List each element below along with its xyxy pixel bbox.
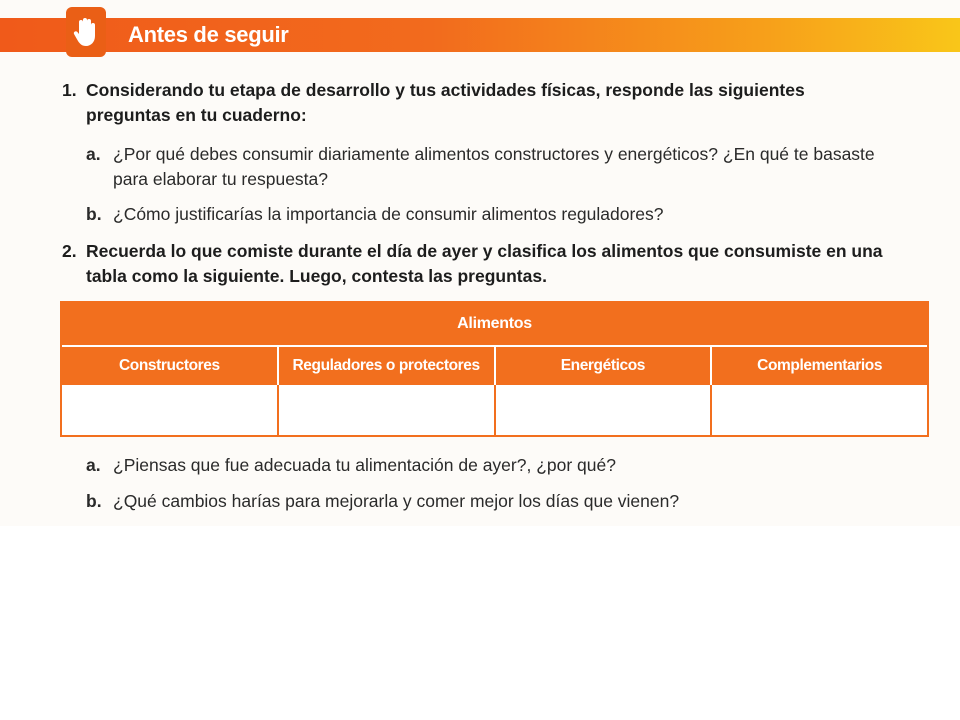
table-cell (496, 385, 713, 435)
column-header-reguladores: Reguladores o protectores (279, 347, 496, 385)
question-1a (86, 142, 886, 192)
table-cell (62, 385, 279, 435)
question-text: Considerando tu etapa de desarrollo y tus actividades físicas, responde las siguientes preguntas en tu cuaderno: (86, 80, 805, 125)
table-header-row (62, 345, 927, 385)
question-2b (86, 489, 886, 514)
question-text: Recuerda lo que comiste durante el día de ayer y clasifica los alimentos que consumiste en una tabla como la siguiente. Luego, contesta las preguntas. (86, 241, 883, 286)
item-text: ¿Qué cambios harías para mejorarla y comer mejor los días que vienen? (113, 491, 680, 511)
item-text: ¿Por qué debes consumir diariamente alimentos constructores y energéticos? ¿En qué te basaste para elaborar tu respuesta? (113, 144, 875, 189)
item-letter: b. (86, 491, 102, 511)
item-letter: b. (86, 204, 102, 224)
food-classification-table (60, 301, 929, 437)
question-1 (62, 78, 862, 128)
column-header-constructores: Constructores (62, 347, 279, 385)
question-number: 2. (62, 241, 77, 261)
item-text: ¿Piensas que fue adecuada tu alimentación de ayer?, ¿por qué? (113, 455, 616, 475)
section-title: Antes de seguir (128, 22, 289, 47)
question-1b (86, 202, 886, 227)
table-title: Alimentos (62, 303, 927, 345)
item-letter: a. (86, 455, 101, 475)
item-text: ¿Cómo justificarías la importancia de consumir alimentos reguladores? (113, 204, 664, 224)
column-header-complementarios: Complementarios (757, 357, 883, 374)
hand-stop-icon (66, 7, 106, 57)
question-number: 1. (62, 80, 77, 100)
column-header-energeticos: Energéticos (496, 347, 713, 385)
table-cell (712, 385, 927, 435)
table-cell (279, 385, 496, 435)
question-2 (62, 239, 912, 289)
item-letter: a. (86, 144, 101, 164)
table-row (62, 385, 927, 435)
question-2a (86, 453, 886, 478)
